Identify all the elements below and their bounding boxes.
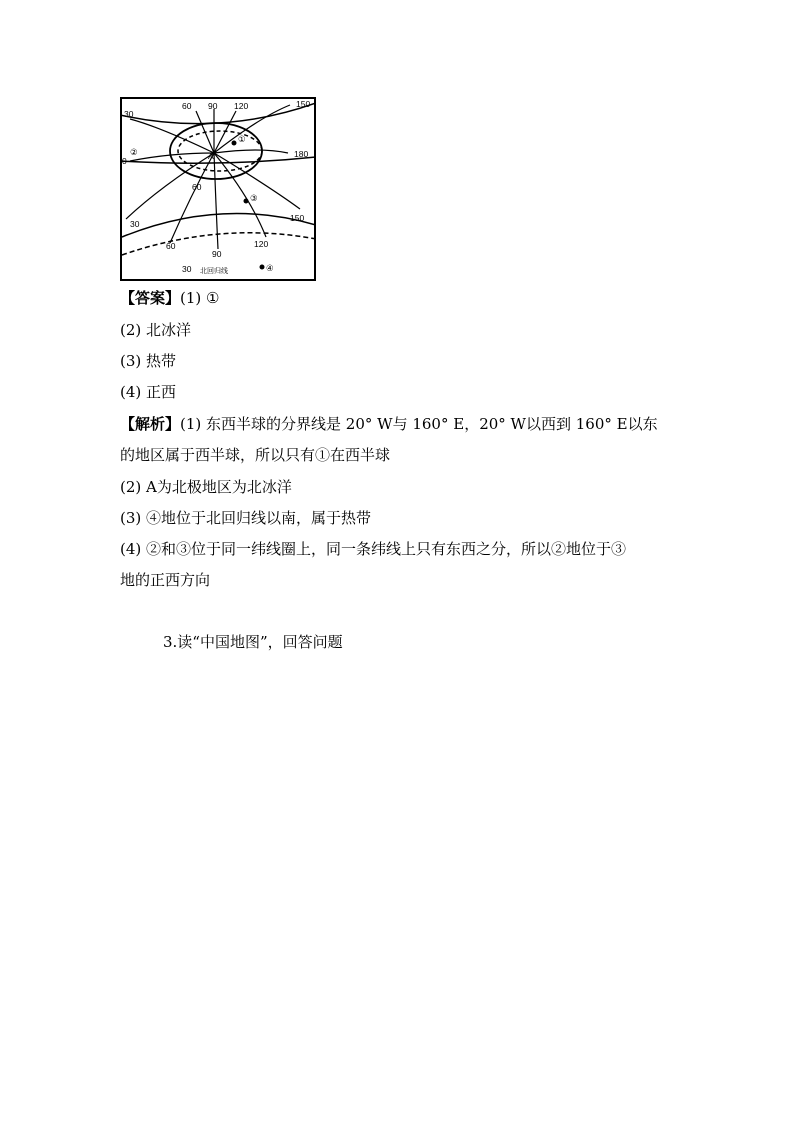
- answer-line-1: [120, 288, 219, 308]
- analysis-line-2: 的地区属于西半球，所以只有①在西半球: [120, 446, 391, 464]
- tropic-label: 北回归线: [200, 267, 228, 275]
- meridian-label: 30: [182, 264, 192, 274]
- point-label-1: ①: [238, 134, 246, 144]
- point-3-dot: [244, 199, 249, 204]
- point-1-dot: [232, 141, 237, 146]
- point-label-2: ②: [130, 147, 138, 157]
- meridian-label: 180: [294, 149, 309, 159]
- answer-line-4: (4) 正西: [120, 383, 177, 401]
- meridian-label: 120: [254, 239, 269, 249]
- analysis-line-3: (2) A为北极地区为北冰洋: [120, 478, 292, 496]
- meridian-label: 60: [192, 182, 202, 192]
- question-3-title: 3.读“中国地图”，回答问题: [163, 633, 343, 651]
- answer-heading: 【答案】: [120, 289, 181, 307]
- analysis-heading: 【解析】: [120, 415, 181, 433]
- meridian-label: 0: [122, 156, 127, 166]
- analysis-line-4: (3) ④地位于北回归线以南，属于热带: [120, 509, 372, 527]
- pole-label-a: A: [208, 151, 214, 161]
- analysis-line-1: [120, 414, 658, 434]
- meridian-label: 90: [212, 249, 222, 259]
- answer-line-3: (3) 热带: [120, 352, 177, 370]
- point-label-3: ③: [250, 193, 258, 203]
- meridian-label: 60: [166, 241, 176, 251]
- meridian-label: 150: [290, 213, 305, 223]
- point-4-dot: [260, 265, 265, 270]
- answer-text: (1) ①: [180, 289, 220, 307]
- meridian-label: 30: [124, 109, 134, 119]
- analysis-line-5: (4) ②和③位于同一纬线圈上，同一条纬线上只有东西之分，所以②地位于③: [120, 540, 627, 558]
- point-label-4: ④: [266, 263, 274, 273]
- meridian-label: 30: [130, 219, 140, 229]
- meridian-label: 150: [296, 99, 311, 109]
- analysis-text: (1) 东西半球的分界线是 20° W与 160° E，20° W以西到 160° E以东: [180, 415, 658, 433]
- answer-line-2: (2) 北冰洋: [120, 321, 192, 339]
- polar-map-svg: [120, 97, 316, 281]
- polar-map-figure: [120, 97, 316, 281]
- analysis-line-6: 地的正西方向: [120, 571, 211, 589]
- meridian-label: 90: [208, 101, 218, 111]
- meridian-label: 120: [234, 101, 249, 111]
- meridian-label: 60: [182, 101, 192, 111]
